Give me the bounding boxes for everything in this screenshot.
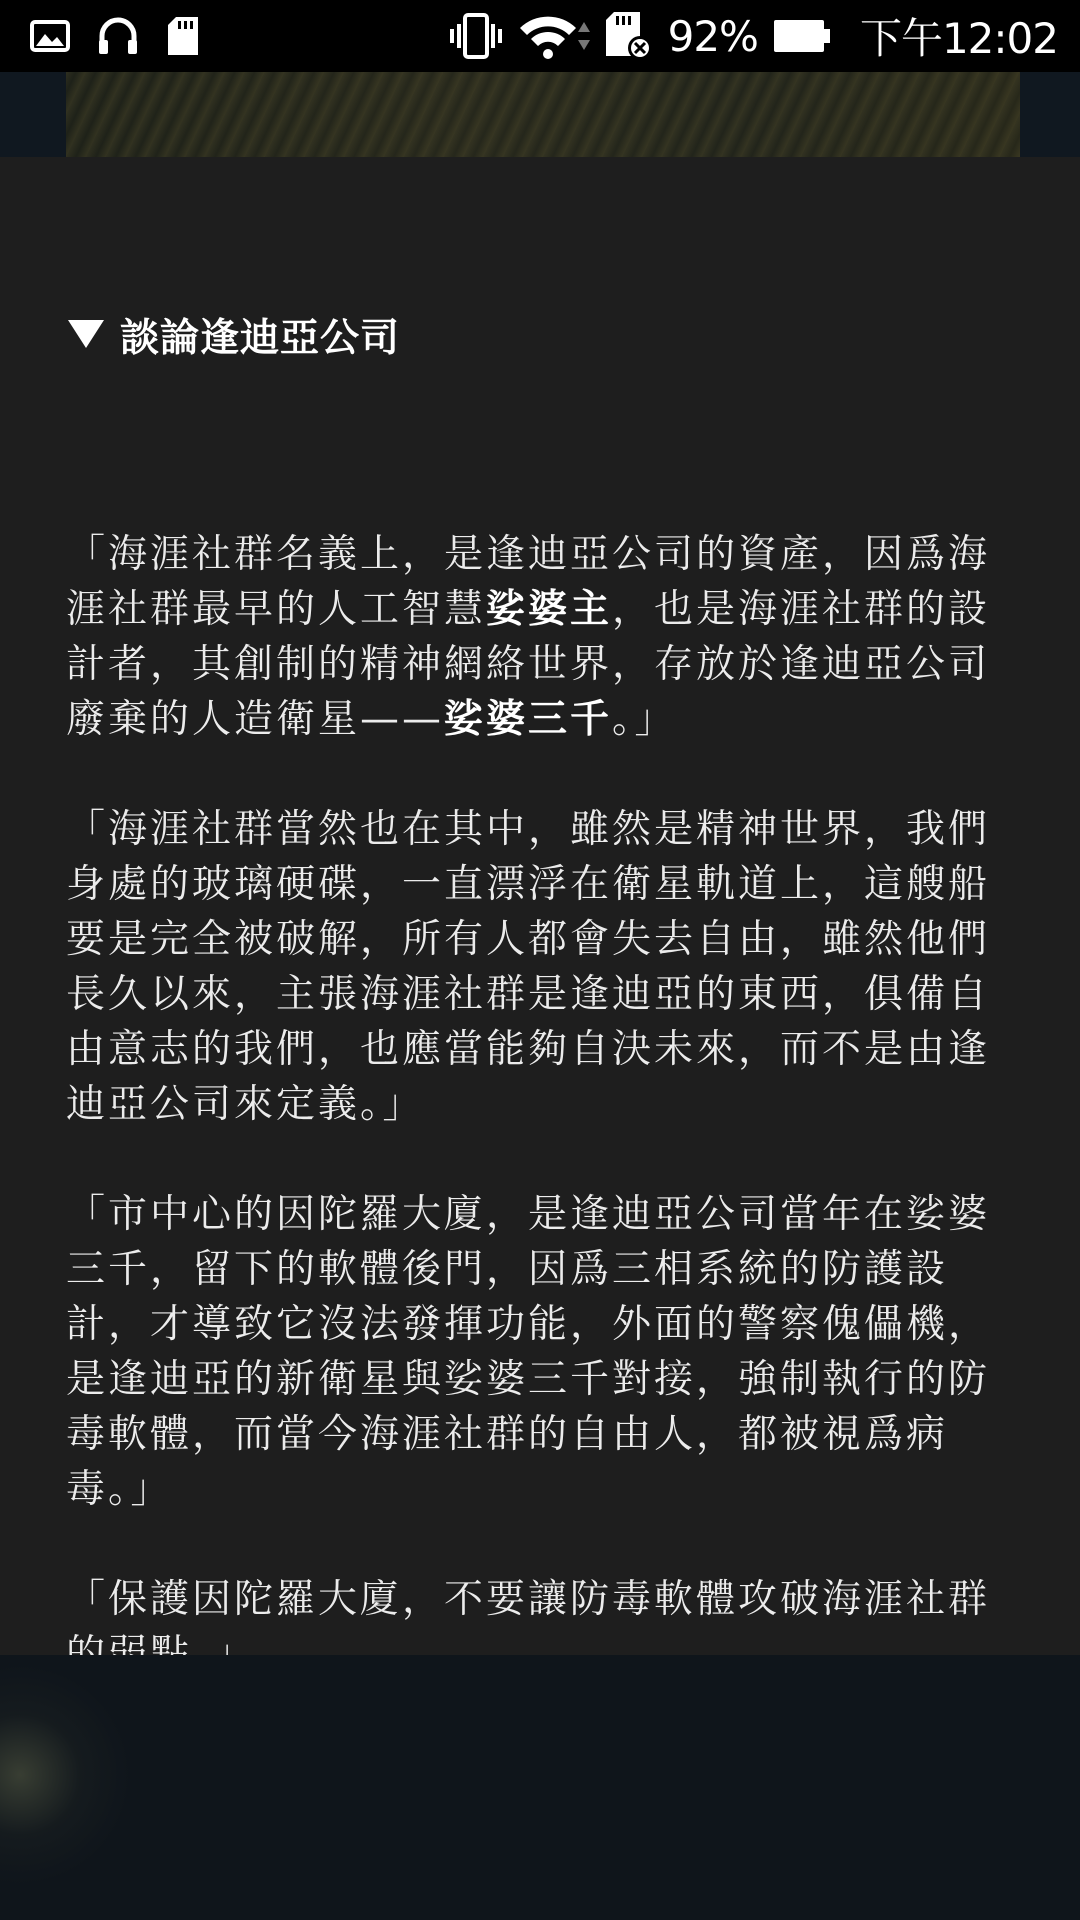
paragraph-text: 「保護因陀羅大廈，不要讓防毒軟體攻破海涯社群 (66, 1577, 991, 1622)
clock: 下午12:02 (859, 14, 1058, 63)
section-heading[interactable] (66, 307, 400, 363)
paragraph-text: 「海涯社群當然也在其中，雖然是精神世界，我們身處的玻璃硬碟，一直漂浮在衛星軌道上，這艘船要是完全被破解，所有人都會失去自由，雖然他們長久以來，主張海涯社群是逢迪亞的東西，俱備自由意志的我們，也應當能夠自決未來，而不是由逢迪亞公司來定義。」 (66, 807, 991, 1127)
sd-card-error-icon (604, 10, 654, 62)
sd-card-icon (166, 15, 200, 57)
background-artwork (66, 72, 1020, 157)
vibrate-icon (448, 12, 504, 60)
dialog-paragraph (66, 1187, 1026, 1517)
gallery-icon (30, 19, 70, 53)
highlighted-term: 娑婆主 (486, 587, 613, 632)
background-image-bottom (0, 1655, 1080, 1920)
background-image-top (0, 72, 1080, 157)
dialog-paragraph (66, 802, 1026, 1132)
dialog-paragraph (66, 527, 1026, 747)
highlighted-term: 娑婆三千 (444, 697, 613, 742)
paragraph-text: 「市中心的因陀羅大廈，是逢迪亞公司當年在娑婆三千，留下的軟體後門，因爲三相系統的防護設計，才導致它沒法發揮功能，外面的警察傀儡機，是逢迪亞的新衛星與娑婆三千對接，強制執行的防毒軟體，而當今海涯社群的自由人，都被視爲病毒。」 (66, 1192, 991, 1512)
dialog-panel[interactable] (0, 157, 1080, 1655)
battery-icon (772, 16, 832, 56)
headphones-icon (96, 16, 140, 56)
paragraph-text: ，也是海涯社群的設計者，其創制的精神網絡世界，存放於逢迪亞公司廢棄的人造衛星—— (66, 587, 991, 742)
paragraph-text: 「海涯社群名義上，是逢迪亞公司的資產，因爲海涯社群最早的人工智慧 (66, 532, 991, 632)
paragraph-text: 。」 (612, 697, 677, 742)
collapse-triangle-icon[interactable] (66, 317, 106, 353)
battery-percentage: 92% (667, 11, 758, 61)
status-bar-right (448, 8, 1058, 64)
status-bar (0, 0, 1080, 72)
status-bar-left (30, 12, 200, 60)
section-heading-text: 談論逢迪亞公司 (120, 316, 401, 361)
dialog-text (66, 527, 1026, 1737)
wifi-icon (518, 12, 590, 60)
